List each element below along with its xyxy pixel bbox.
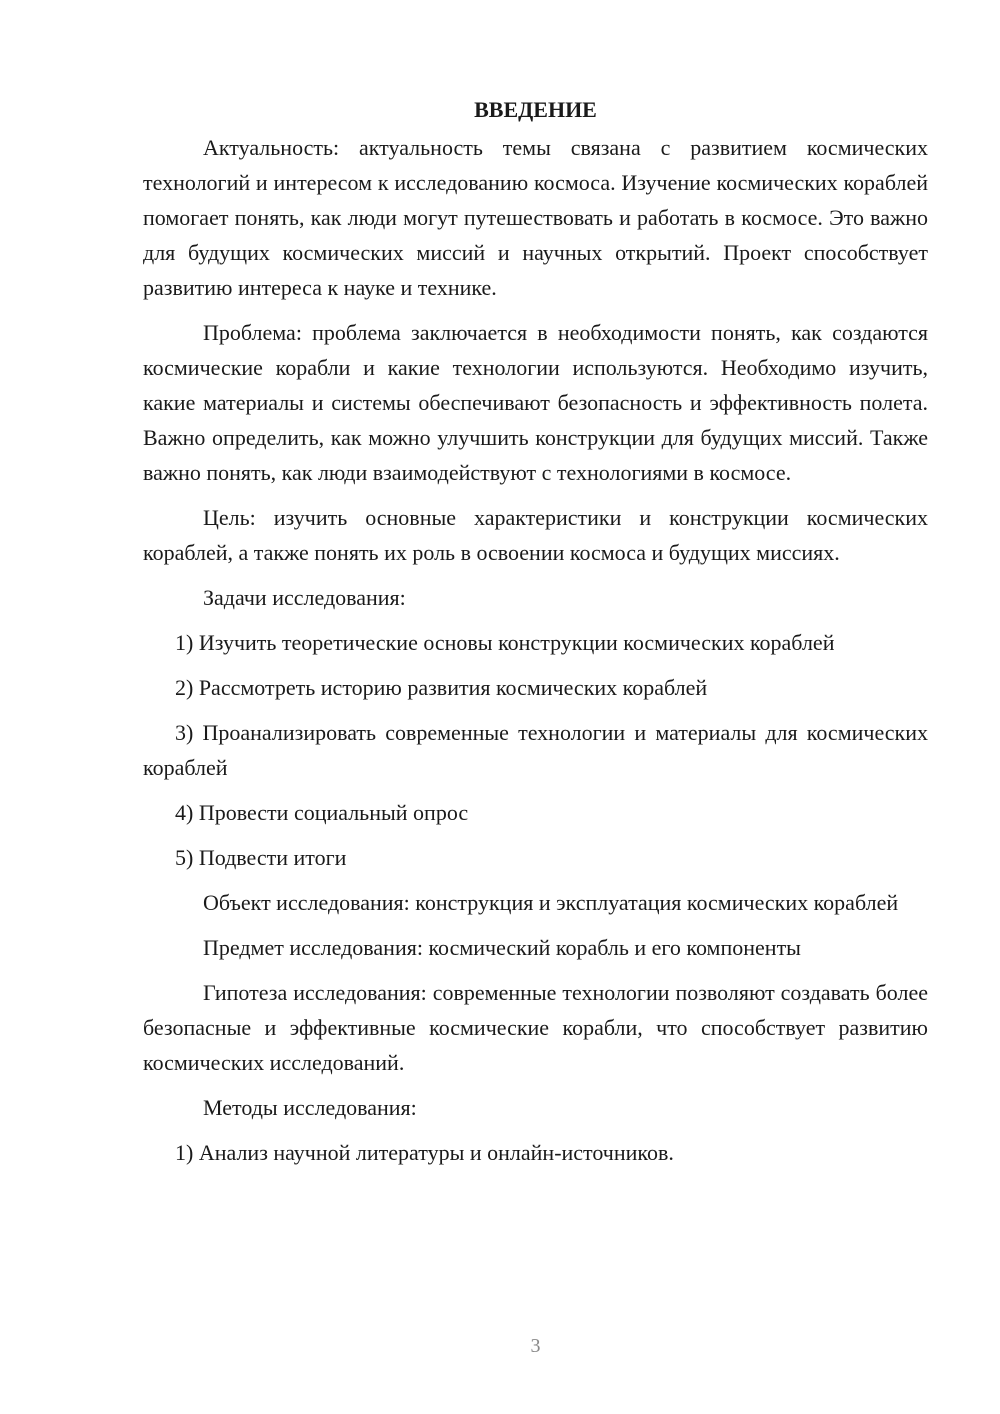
methods-title: Методы исследования: (203, 1095, 417, 1120)
task-item-4: 4) Провести социальный опрос (175, 800, 469, 825)
subject-paragraph: Предмет исследования: космический корабль и его компоненты (203, 935, 801, 960)
document-body (143, 92, 928, 1180)
object-paragraph: Объект исследования: конструкция и эксплуатация космических кораблей (203, 890, 899, 915)
task-item-5: 5) Подвести итоги (175, 845, 347, 870)
task-item-2: 2) Рассмотреть историю развития космических кораблей (175, 675, 708, 700)
task-item-1: 1) Изучить теоретические основы конструкции космических кораблей (175, 630, 835, 655)
task-item-3: 3) Проанализировать современные технологии и материалы для космических кораблей (143, 720, 928, 780)
page-title: ВВЕДЕНИЕ (474, 97, 597, 122)
tasks-title: Задачи исследования: (203, 585, 406, 610)
hypothesis-paragraph: Гипотеза исследования: современные технологии позволяют создавать более безопасные и эффективные космические корабли, что способствует развитию космических исследований. (143, 980, 928, 1075)
problem-paragraph: Проблема: проблема заключается в необходимости понять, как создаются космические корабли и какие технологии используются. Необходимо изучить, какие материалы и системы обеспечивают безопасность и эффективность полета. Важно определить, как можно улучшить конструкции для будущих миссий. Также важно понять, как люди взаимодействуют с технологиями в космосе. (143, 320, 928, 485)
method-item-1: 1) Анализ научной литературы и онлайн-источников. (175, 1140, 674, 1165)
goal-paragraph: Цель: изучить основные характеристики и конструкции космических кораблей, а также понять их роль в освоении космоса и будущих миссиях. (143, 505, 928, 565)
relevance-paragraph: Актуальность: актуальность темы связана с развитием космических технологий и интересом к исследованию космоса. Изучение космических кораблей помогает понять, как люди могут путешествовать и работать в космосе. Это важно для будущих космических миссий и научных открытий. Проект способствует развитию интереса к науке и технике. (143, 135, 928, 300)
page-number: 3 (530, 1335, 541, 1357)
